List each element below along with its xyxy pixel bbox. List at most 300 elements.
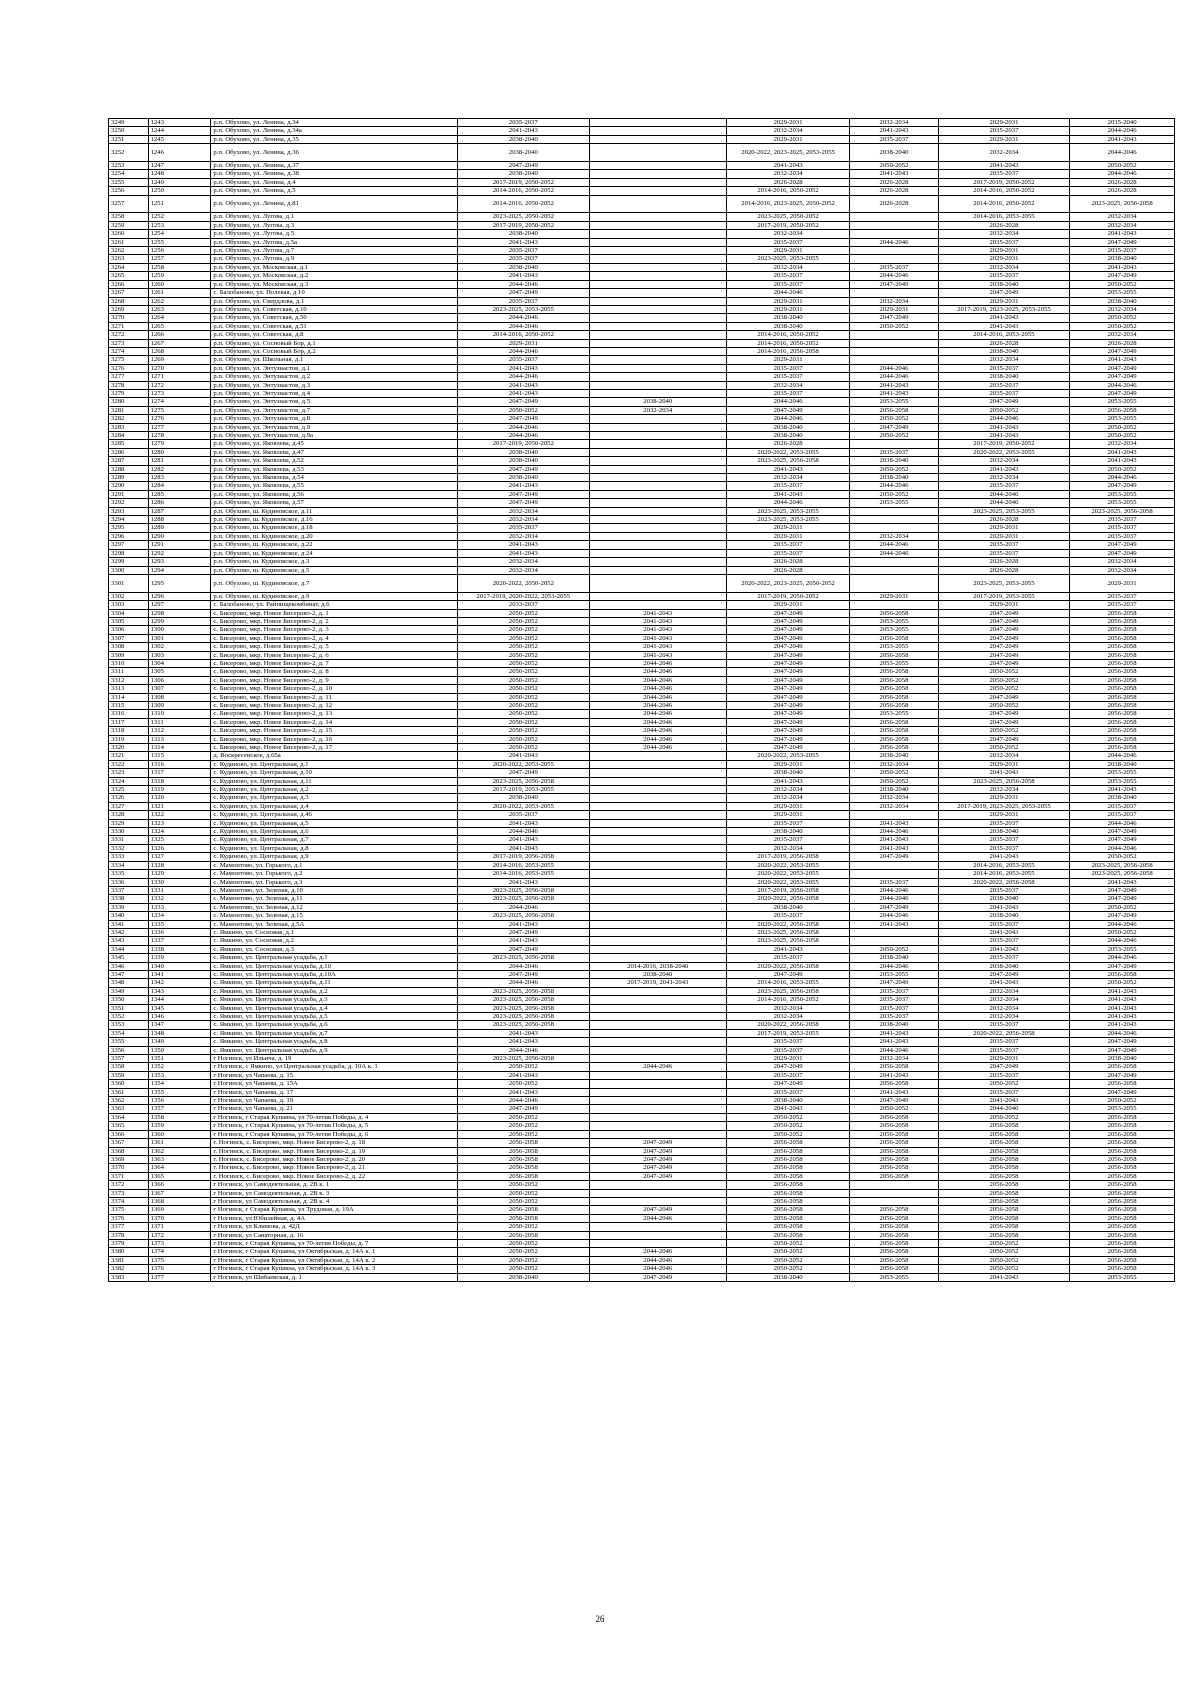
period-6-cell: 2056-2058 bbox=[1070, 1189, 1175, 1197]
period-1-cell: 2033-2037 bbox=[458, 601, 590, 609]
address-cell: г Ногинск, ул Ильича, д. 19 bbox=[211, 1055, 458, 1063]
address-cell: р.п. Обухово, ш. Кудиновское, д.7 bbox=[211, 574, 458, 592]
period-3-cell: 2035-2037 bbox=[726, 541, 849, 549]
address-cell: р.п. Обухово, ул. Энтузиастов, д.9 bbox=[211, 423, 458, 431]
period-2-cell: 2047-2049 bbox=[589, 1164, 726, 1172]
period-1-cell: 2056-2058 bbox=[458, 1139, 590, 1147]
period-2-cell bbox=[589, 1223, 726, 1231]
address-cell: р.п. Обухово, ул. Лугова, д.1 bbox=[211, 213, 458, 221]
period-5-cell: 2047-2049 bbox=[938, 609, 1070, 617]
house-number-cell: 1309 bbox=[148, 701, 211, 709]
period-3-cell: 2029-2031 bbox=[726, 532, 849, 540]
row-number-cell: 3261 bbox=[109, 238, 149, 246]
period-2-cell bbox=[589, 1013, 726, 1021]
period-3-cell: 2029-2031 bbox=[726, 119, 849, 127]
period-1-cell: 2038-2040 bbox=[458, 474, 590, 482]
table-row bbox=[109, 735, 1175, 743]
period-1-cell: 2038-2040 bbox=[458, 457, 590, 465]
row-number-cell: 3303 bbox=[109, 601, 149, 609]
period-2-cell bbox=[589, 532, 726, 540]
table-row bbox=[109, 685, 1175, 693]
house-number-cell: 1308 bbox=[148, 693, 211, 701]
period-5-cell: 2029-2031 bbox=[938, 601, 1070, 609]
address-cell: г Ногинск, ул Климова, д. 42Д bbox=[211, 1223, 458, 1231]
period-3-cell: 2014-2016, 2050-2052 bbox=[726, 996, 849, 1004]
house-number-cell: 1353 bbox=[148, 1071, 211, 1079]
period-6-cell: 2032-2034 bbox=[1070, 213, 1175, 221]
address-cell: р.п. Обухово, ш. Кудиновское, д.16 bbox=[211, 516, 458, 524]
period-5-cell: 2014-2016, 2053-2055 bbox=[938, 331, 1070, 339]
period-6-cell: 2041-2043 bbox=[1070, 878, 1175, 886]
table-row bbox=[109, 617, 1175, 625]
period-6-cell: 2056-2058 bbox=[1070, 1206, 1175, 1214]
period-4-cell: 2056-2058 bbox=[850, 1063, 938, 1071]
period-4-cell: 2056-2058 bbox=[850, 1139, 938, 1147]
house-number-cell: 1286 bbox=[148, 499, 211, 507]
row-number-cell: 3324 bbox=[109, 777, 149, 785]
period-5-cell: 2050-2052 bbox=[938, 685, 1070, 693]
address-cell: р.п. Обухово, ул. Сосновый Бор, д.1 bbox=[211, 339, 458, 347]
period-4-cell: 2035-2037 bbox=[850, 135, 938, 143]
period-2-cell bbox=[589, 1231, 726, 1239]
address-cell: р.п. Обухово, ул. Яковлева, д.53 bbox=[211, 465, 458, 473]
period-5-cell: 2029-2031 bbox=[938, 247, 1070, 255]
period-1-cell: 2050-2052 bbox=[458, 676, 590, 684]
period-3-cell: 2026-2028 bbox=[726, 566, 849, 574]
row-number-cell: 3340 bbox=[109, 912, 149, 920]
period-3-cell: 2056-2058 bbox=[726, 1155, 849, 1163]
address-cell: р.п. Обухово, ул. Советская, д.51 bbox=[211, 322, 458, 330]
period-5-cell: 2050-2052 bbox=[938, 1113, 1070, 1121]
period-6-cell: 2050-2052 bbox=[1070, 423, 1175, 431]
period-1-cell: 2017-2019, 2056-2058 bbox=[458, 853, 590, 861]
table-row bbox=[109, 903, 1175, 911]
house-number-cell: 1361 bbox=[148, 1139, 211, 1147]
period-4-cell: 2056-2058 bbox=[850, 1080, 938, 1088]
house-number-cell: 1266 bbox=[148, 331, 211, 339]
address-cell: с. Мамонтово, ул. Горького, д.3 bbox=[211, 878, 458, 886]
house-number-cell: 1315 bbox=[148, 752, 211, 760]
period-4-cell: 2044-2046 bbox=[850, 238, 938, 246]
period-4-cell: 2044-2046 bbox=[850, 1046, 938, 1054]
period-2-cell bbox=[589, 861, 726, 869]
address-cell: р.п. Обухово, ул. Ленина, д.4 bbox=[211, 178, 458, 186]
period-5-cell: 2026-2028 bbox=[938, 221, 1070, 229]
period-5-cell: 2050-2052 bbox=[938, 701, 1070, 709]
period-5-cell: 2047-2049 bbox=[938, 710, 1070, 718]
period-3-cell: 2047-2049 bbox=[726, 609, 849, 617]
period-5-cell: 2032-2034 bbox=[938, 474, 1070, 482]
address-cell: г Ногинск, г Старая Купавна, ул 70-летия Победы, д. 4 bbox=[211, 1113, 458, 1121]
row-number-cell: 3380 bbox=[109, 1248, 149, 1256]
period-4-cell bbox=[850, 331, 938, 339]
row-number-cell: 3330 bbox=[109, 828, 149, 836]
period-5-cell: 2041-2043 bbox=[938, 1273, 1070, 1281]
period-4-cell: 2032-2034 bbox=[850, 297, 938, 305]
period-1-cell: 2041-2043 bbox=[458, 1038, 590, 1046]
period-4-cell: 2032-2034 bbox=[850, 119, 938, 127]
period-4-cell: 2041-2043 bbox=[850, 819, 938, 827]
period-5-cell: 2050-2052 bbox=[938, 1256, 1070, 1264]
period-6-cell: 2041-2043 bbox=[1070, 987, 1175, 995]
period-2-cell bbox=[589, 1122, 726, 1130]
address-cell: с. Бисерово, мкр. Новое Бисерово-2, д. 13 bbox=[211, 710, 458, 718]
period-5-cell: 2047-2049 bbox=[938, 634, 1070, 642]
period-6-cell: 2056-2058 bbox=[1070, 668, 1175, 676]
address-cell: р.п. Обухово, ул. Энтузиастов, д.1 bbox=[211, 364, 458, 372]
period-4-cell: 2056-2058 bbox=[850, 634, 938, 642]
period-5-cell: 2056-2058 bbox=[938, 1197, 1070, 1205]
period-1-cell: 2044-2046 bbox=[458, 828, 590, 836]
row-number-cell: 3286 bbox=[109, 448, 149, 456]
period-3-cell: 2014-2016, 2050-2052 bbox=[726, 331, 849, 339]
period-5-cell: 2035-2037 bbox=[938, 920, 1070, 928]
address-cell: с. Мамонтово, ул. Зеленая, д.15 bbox=[211, 912, 458, 920]
table-row bbox=[109, 870, 1175, 878]
table-row bbox=[109, 928, 1175, 936]
period-1-cell: 2041-2043 bbox=[458, 364, 590, 372]
period-4-cell: 2056-2058 bbox=[850, 1214, 938, 1222]
table-row bbox=[109, 432, 1175, 440]
row-number-cell: 3375 bbox=[109, 1206, 149, 1214]
period-2-cell bbox=[589, 1130, 726, 1138]
address-cell: с. Кудиново, ул. Центральная, д.10 bbox=[211, 769, 458, 777]
period-5-cell: 2038-2040 bbox=[938, 347, 1070, 355]
period-2-cell: 2044-2046 bbox=[589, 710, 726, 718]
period-5-cell: 2047-2049 bbox=[938, 398, 1070, 406]
period-4-cell: 2050-2052 bbox=[850, 465, 938, 473]
table-row bbox=[109, 1105, 1175, 1113]
period-6-cell: 2056-2058 bbox=[1070, 1172, 1175, 1180]
period-1-cell: 2041-2043 bbox=[458, 381, 590, 389]
address-cell: с. Бисерово, мкр. Новое Бисерово-2, д. 1 bbox=[211, 609, 458, 617]
house-number-cell: 1258 bbox=[148, 263, 211, 271]
period-3-cell: 2035-2037 bbox=[726, 1046, 849, 1054]
address-cell: с. Бисерово, мкр. Новое Бисерово-2, д. 7 bbox=[211, 659, 458, 667]
period-3-cell: 2056-2058 bbox=[726, 1147, 849, 1155]
period-5-cell: 2041-2043 bbox=[938, 162, 1070, 170]
period-2-cell: 2014-2016, 2038-2040 bbox=[589, 962, 726, 970]
row-number-cell: 3309 bbox=[109, 651, 149, 659]
period-5-cell: 2029-2031 bbox=[938, 1055, 1070, 1063]
period-1-cell: 2056-2058 bbox=[458, 1214, 590, 1222]
period-3-cell: 2023-2025, 2056-2058 bbox=[726, 937, 849, 945]
period-4-cell: 2056-2058 bbox=[850, 609, 938, 617]
period-2-cell bbox=[589, 1197, 726, 1205]
period-2-cell bbox=[589, 516, 726, 524]
period-6-cell: 2056-2058 bbox=[1070, 701, 1175, 709]
period-3-cell: 2023-2025, 2056-2058 bbox=[726, 928, 849, 936]
house-number-cell: 1311 bbox=[148, 718, 211, 726]
row-number-cell: 3354 bbox=[109, 1029, 149, 1037]
period-4-cell: 2050-2052 bbox=[850, 490, 938, 498]
period-6-cell: 2056-2058 bbox=[1070, 735, 1175, 743]
period-5-cell: 2035-2037 bbox=[938, 1038, 1070, 1046]
row-number-cell: 3374 bbox=[109, 1197, 149, 1205]
period-2-cell bbox=[589, 928, 726, 936]
period-4-cell: 2053-2055 bbox=[850, 499, 938, 507]
table-row bbox=[109, 347, 1175, 355]
period-5-cell: 2017-2019, 2053-2055 bbox=[938, 592, 1070, 600]
address-cell: с. Мамонтово, ул. Зеленая, д.12 bbox=[211, 903, 458, 911]
period-6-cell: 2056-2058 bbox=[1070, 1080, 1175, 1088]
table-row bbox=[109, 1088, 1175, 1096]
period-2-cell bbox=[589, 777, 726, 785]
period-4-cell: 2026-2028 bbox=[850, 187, 938, 195]
table-row bbox=[109, 1214, 1175, 1222]
period-5-cell: 2035-2037 bbox=[938, 937, 1070, 945]
house-number-cell: 1351 bbox=[148, 1055, 211, 1063]
house-number-cell: 1339 bbox=[148, 954, 211, 962]
period-3-cell: 2038-2040 bbox=[726, 1097, 849, 1105]
table-row bbox=[109, 356, 1175, 364]
period-3-cell: 2047-2049 bbox=[726, 685, 849, 693]
row-number-cell: 3359 bbox=[109, 1071, 149, 1079]
table-row bbox=[109, 937, 1175, 945]
period-2-cell bbox=[589, 314, 726, 322]
period-1-cell: 2041-2043 bbox=[458, 272, 590, 280]
period-6-cell: 2044-2046 bbox=[1070, 381, 1175, 389]
address-cell: г Ногинск, г Старая Купавна, ул 70-летия Победы, д. 6 bbox=[211, 1130, 458, 1138]
period-4-cell: 2050-2052 bbox=[850, 432, 938, 440]
period-5-cell: 2041-2043 bbox=[938, 465, 1070, 473]
period-6-cell: 2023-2025, 2056-2058 bbox=[1070, 870, 1175, 878]
period-4-cell bbox=[850, 440, 938, 448]
table-row bbox=[109, 490, 1175, 498]
period-3-cell: 2044-2046 bbox=[726, 398, 849, 406]
period-4-cell: 2041-2043 bbox=[850, 1088, 938, 1096]
table-row bbox=[109, 886, 1175, 894]
period-5-cell: 2035-2037 bbox=[938, 381, 1070, 389]
period-5-cell: 2026-2028 bbox=[938, 339, 1070, 347]
address-cell: г Ногинск, ул Самодеятельная, д. 2В к. 1 bbox=[211, 1181, 458, 1189]
period-6-cell: 2053-2055 bbox=[1070, 289, 1175, 297]
period-4-cell: 2056-2058 bbox=[850, 406, 938, 414]
address-cell: с. Ямкино, ул. Центральная усадьба, д.8 bbox=[211, 1038, 458, 1046]
row-number-cell: 3253 bbox=[109, 162, 149, 170]
period-2-cell: 2038-2040 bbox=[589, 970, 726, 978]
period-1-cell: 2035-2037 bbox=[458, 356, 590, 364]
period-5-cell: 2047-2049 bbox=[938, 651, 1070, 659]
period-3-cell: 2026-2028 bbox=[726, 558, 849, 566]
period-6-cell: 2035-2037 bbox=[1070, 601, 1175, 609]
period-6-cell: 2041-2043 bbox=[1070, 135, 1175, 143]
house-number-cell: 1297 bbox=[148, 601, 211, 609]
table-row bbox=[109, 1130, 1175, 1138]
period-1-cell: 2050-2052 bbox=[458, 1248, 590, 1256]
period-4-cell: 2050-2052 bbox=[850, 777, 938, 785]
house-number-cell: 1268 bbox=[148, 347, 211, 355]
period-1-cell: 2050-2052 bbox=[458, 1113, 590, 1121]
period-6-cell: 2056-2058 bbox=[1070, 1231, 1175, 1239]
period-6-cell: 2044-2046 bbox=[1070, 954, 1175, 962]
period-1-cell: 2023-2025, 2056-2058 bbox=[458, 987, 590, 995]
period-3-cell: 2047-2049 bbox=[726, 1063, 849, 1071]
house-number-cell: 1295 bbox=[148, 574, 211, 592]
row-number-cell: 3250 bbox=[109, 127, 149, 135]
period-2-cell bbox=[589, 178, 726, 186]
house-number-cell: 1281 bbox=[148, 457, 211, 465]
period-3-cell: 2056-2058 bbox=[726, 1214, 849, 1222]
period-2-cell bbox=[589, 760, 726, 768]
period-1-cell: 2050-2052 bbox=[458, 1223, 590, 1231]
period-1-cell: 2050-2052 bbox=[458, 617, 590, 625]
period-5-cell: 2056-2058 bbox=[938, 1122, 1070, 1130]
period-5-cell: 2020-2022, 2053-2055 bbox=[938, 448, 1070, 456]
period-4-cell: 2050-2052 bbox=[850, 945, 938, 953]
period-3-cell: 2032-2034 bbox=[726, 127, 849, 135]
table-row bbox=[109, 643, 1175, 651]
period-6-cell: 2050-2052 bbox=[1070, 853, 1175, 861]
table-row bbox=[109, 221, 1175, 229]
row-number-cell: 3311 bbox=[109, 668, 149, 676]
house-number-cell: 1376 bbox=[148, 1265, 211, 1273]
period-3-cell: 2029-2031 bbox=[726, 135, 849, 143]
period-1-cell: 2035-2037 bbox=[458, 119, 590, 127]
house-number-cell: 1365 bbox=[148, 1172, 211, 1180]
period-2-cell bbox=[589, 996, 726, 1004]
row-number-cell: 3383 bbox=[109, 1273, 149, 1281]
address-cell: р.п. Обухово, ул. Энтузиастов, д.4 bbox=[211, 389, 458, 397]
period-2-cell bbox=[589, 558, 726, 566]
table-row bbox=[109, 878, 1175, 886]
table-row bbox=[109, 828, 1175, 836]
period-6-cell: 2053-2055 bbox=[1070, 945, 1175, 953]
period-2-cell bbox=[589, 566, 726, 574]
period-1-cell: 2056-2058 bbox=[458, 1231, 590, 1239]
table-row bbox=[109, 979, 1175, 987]
row-number-cell: 3342 bbox=[109, 928, 149, 936]
address-cell: с. Бисерово, мкр. Новое Бисерово-2, д. 4 bbox=[211, 634, 458, 642]
period-4-cell: 2026-2028 bbox=[850, 178, 938, 186]
house-number-cell: 1338 bbox=[148, 945, 211, 953]
row-number-cell: 3290 bbox=[109, 482, 149, 490]
period-2-cell bbox=[589, 482, 726, 490]
period-4-cell: 2038-2040 bbox=[850, 786, 938, 794]
period-1-cell: 2041-2043 bbox=[458, 878, 590, 886]
row-number-cell: 3304 bbox=[109, 609, 149, 617]
table-row bbox=[109, 1239, 1175, 1247]
period-1-cell: 2044-2046 bbox=[458, 903, 590, 911]
period-2-cell bbox=[589, 135, 726, 143]
period-1-cell: 2038-2040 bbox=[458, 144, 590, 162]
period-2-cell bbox=[589, 1097, 726, 1105]
period-3-cell: 2029-2031 bbox=[726, 297, 849, 305]
period-3-cell: 2014-2016, 2056-2058 bbox=[726, 347, 849, 355]
period-5-cell: 2020-2022, 2056-2058 bbox=[938, 878, 1070, 886]
table-row bbox=[109, 651, 1175, 659]
period-2-cell bbox=[589, 230, 726, 238]
period-2-cell bbox=[589, 162, 726, 170]
period-2-cell bbox=[589, 1105, 726, 1113]
period-1-cell: 2041-2043 bbox=[458, 482, 590, 490]
row-number-cell: 3322 bbox=[109, 760, 149, 768]
period-2-cell: 2044-2046 bbox=[589, 1248, 726, 1256]
house-number-cell: 1264 bbox=[148, 314, 211, 322]
house-number-cell: 1310 bbox=[148, 710, 211, 718]
address-cell: с. Кудиново, ул. Центральная, д.8 bbox=[211, 844, 458, 852]
period-4-cell: 2056-2058 bbox=[850, 685, 938, 693]
address-cell: р.п. Обухово, ш. Кудиновское, д.3 bbox=[211, 558, 458, 566]
house-number-cell: 1291 bbox=[148, 541, 211, 549]
period-2-cell bbox=[589, 347, 726, 355]
address-cell: с. Бисерово, мкр. Новое Бисерово-2, д. 10 bbox=[211, 685, 458, 693]
period-2-cell: 2041-2043 bbox=[589, 643, 726, 651]
row-number-cell: 3320 bbox=[109, 744, 149, 752]
table-row bbox=[109, 524, 1175, 532]
period-6-cell: 2029-2031 bbox=[1070, 574, 1175, 592]
house-number-cell: 1357 bbox=[148, 1105, 211, 1113]
row-number-cell: 3267 bbox=[109, 289, 149, 297]
address-cell: г Ногинск, г Старая Купавна, ул 70-летия Победы, д. 7 bbox=[211, 1239, 458, 1247]
period-5-cell: 2056-2058 bbox=[938, 1139, 1070, 1147]
period-5-cell: 2050-2052 bbox=[938, 1239, 1070, 1247]
house-number-cell: 1314 bbox=[148, 744, 211, 752]
period-3-cell: 2020-2022, 2056-2058 bbox=[726, 962, 849, 970]
period-1-cell: 2047-2049 bbox=[458, 1105, 590, 1113]
period-6-cell: 2056-2058 bbox=[1070, 1113, 1175, 1121]
period-2-cell bbox=[589, 1189, 726, 1197]
period-1-cell: 2047-2049 bbox=[458, 499, 590, 507]
address-cell: с. Ямкино, ул. Центральная усадьба, д.1 bbox=[211, 954, 458, 962]
row-number-cell: 3361 bbox=[109, 1088, 149, 1096]
table-row bbox=[109, 280, 1175, 288]
table-row bbox=[109, 744, 1175, 752]
house-number-cell: 1366 bbox=[148, 1181, 211, 1189]
row-number-cell: 3295 bbox=[109, 524, 149, 532]
address-cell: р.п. Обухово, ул. Яковлева, д.47 bbox=[211, 448, 458, 456]
period-6-cell: 2026-2028 bbox=[1070, 339, 1175, 347]
period-5-cell: 2041-2043 bbox=[938, 314, 1070, 322]
period-4-cell: 2047-2049 bbox=[850, 280, 938, 288]
period-1-cell: 2050-2052 bbox=[458, 701, 590, 709]
period-4-cell: 2026-2028 bbox=[850, 195, 938, 213]
period-6-cell: 2044-2046 bbox=[1070, 144, 1175, 162]
table-row bbox=[109, 170, 1175, 178]
table-row bbox=[109, 119, 1175, 127]
house-number-cell: 1296 bbox=[148, 592, 211, 600]
period-3-cell: 2029-2031 bbox=[726, 601, 849, 609]
row-number-cell: 3332 bbox=[109, 844, 149, 852]
period-2-cell bbox=[589, 903, 726, 911]
address-cell: с. Бисерово, мкр. Новое Бисерово-2, д. 3 bbox=[211, 626, 458, 634]
period-4-cell: 2041-2043 bbox=[850, 1038, 938, 1046]
period-5-cell: 2035-2037 bbox=[938, 541, 1070, 549]
period-6-cell: 2056-2058 bbox=[1070, 1147, 1175, 1155]
house-number-cell: 1336 bbox=[148, 928, 211, 936]
house-number-cell: 1303 bbox=[148, 651, 211, 659]
table-row bbox=[109, 474, 1175, 482]
period-3-cell: 2041-2043 bbox=[726, 945, 849, 953]
house-number-cell: 1307 bbox=[148, 685, 211, 693]
period-5-cell: 2032-2034 bbox=[938, 752, 1070, 760]
table-row bbox=[109, 592, 1175, 600]
period-6-cell: 2056-2058 bbox=[1070, 406, 1175, 414]
period-6-cell: 2050-2052 bbox=[1070, 432, 1175, 440]
period-3-cell: 2035-2037 bbox=[726, 1088, 849, 1096]
period-6-cell: 2047-2049 bbox=[1070, 549, 1175, 557]
period-3-cell: 2023-2025, 2053-2055 bbox=[726, 507, 849, 515]
table-row bbox=[109, 507, 1175, 515]
address-cell: р.п. Обухово, ул. Яковлева, д.57 bbox=[211, 499, 458, 507]
period-5-cell: 2044-2046 bbox=[938, 415, 1070, 423]
period-5-cell: 2026-2028 bbox=[938, 566, 1070, 574]
row-number-cell: 3369 bbox=[109, 1155, 149, 1163]
period-3-cell: 2020-2022, 2056-2058 bbox=[726, 920, 849, 928]
row-number-cell: 3298 bbox=[109, 549, 149, 557]
address-cell: с. Мамонтово, ул. Зеленая, д.10 bbox=[211, 886, 458, 894]
period-4-cell bbox=[850, 566, 938, 574]
